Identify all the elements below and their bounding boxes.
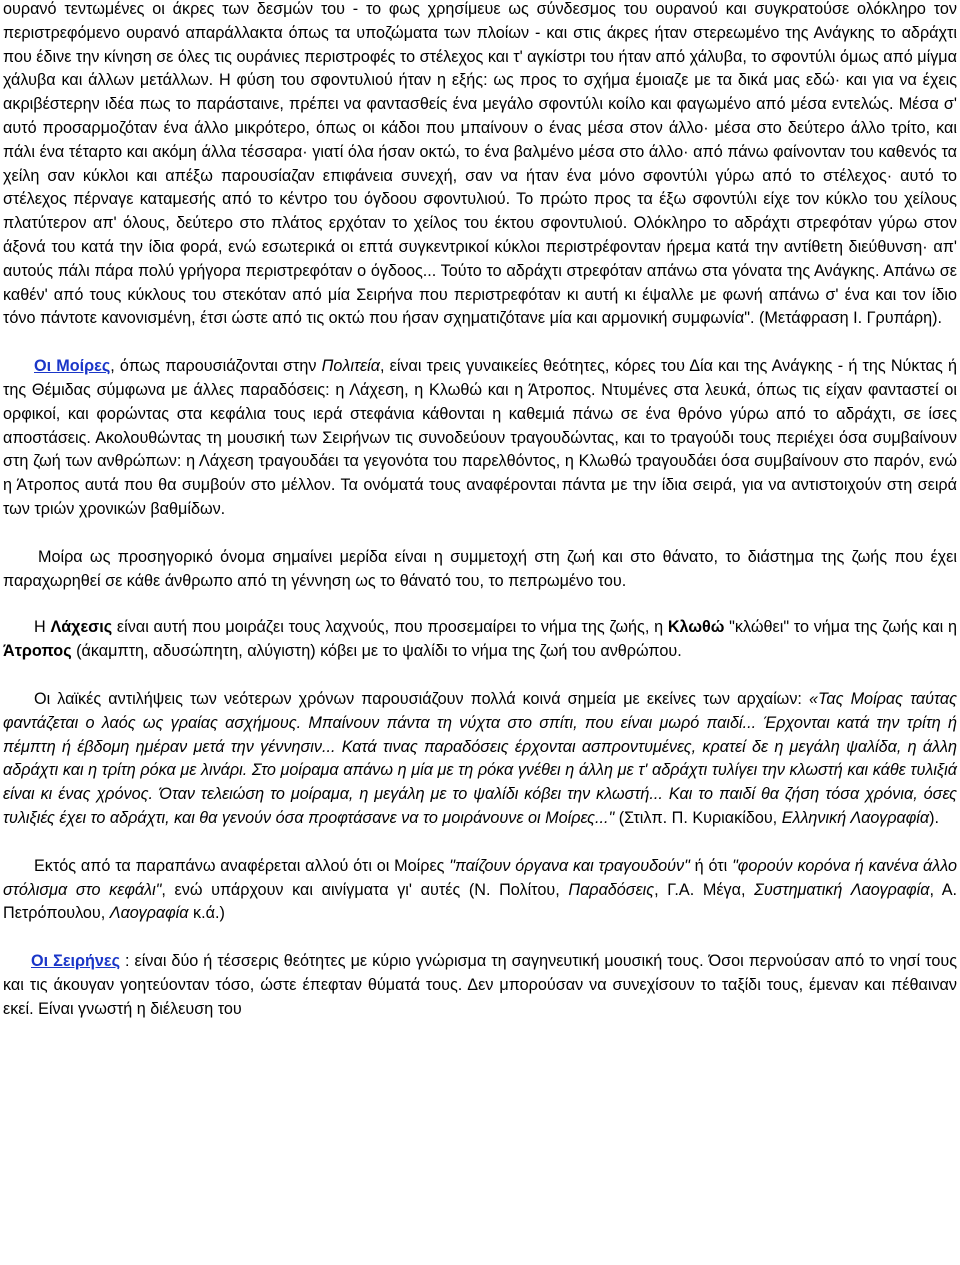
lachesis-text-4: (άκαμπτη, αδυσώπητη, αλύγιστη) κόβει με το ψαλίδι το νήμα της ζωή του ανθρώπου. (71, 642, 682, 661)
besides-text-6: κ.ά.) (188, 904, 225, 923)
paragraph-besides (3, 855, 957, 926)
link-moires[interactable]: Οι Μοίρες (34, 357, 111, 376)
paragraph-moires (3, 355, 957, 522)
atropos-name: Άτροπος (3, 642, 72, 661)
lachesis-name: Λάχεσις (50, 618, 113, 637)
folk-text-3: ). (929, 808, 939, 827)
paragraph-folk-beliefs (3, 688, 957, 831)
lachesis-text-3: "κλώθει" το νήμα της ζωής και η (724, 618, 957, 637)
besides-source-1: Παραδόσεις (568, 880, 655, 899)
seirenes-text-1: : είναι δύο ή τέσσερις θεότητες με κύριο γνώρισμα τη σαγηνευτική μουσική τους. Όσοι περνούσαν από το νησί τους και τις άκουγαν γοητεύονταν τόσο, ώστε έπεφταν θύματά τους. Δεν μπορούσαν να συνεχίσουν το ταξίδι τους, έμεναν και πέθαιναν εκεί. Είναι γνωστή η διέλευση του (3, 952, 957, 1018)
moires-text-1: , όπως παρουσιάζονται στην (110, 357, 322, 376)
besides-quote-1: "παίζουν όργανα και τραγουδούν" (449, 856, 690, 875)
paragraph-lachesis (3, 616, 957, 664)
folk-quote: «Τας Μοίρας ταύτας φαντάζεται ο λαός ως γραίας ασχήμους. Μπαίνουν πάντα τη νύχτα στο σπίτι, που είναι μωρό παιδί... Έρχονται κατά την τρίτη ή πέμπτη ή έβδομη ημέραν μετά την γέννησιν... Κατά τινας παραδόσεις έρχονται ασπροντυμένες, κρατεί δε η μεγάλη ψαλίδα, η άλλη αδράχτι και η τρίτη ρόκα με λινάρι. Στο μοίραμα απάνω η μία με τη ρόκα γνέθει η άλλη με τ' αδράχτι τυλίγει την κλωστή και κάθε τυλιξιά είναι κι ένας χρόνος. Όταν τελειώση το μοίραμα, η μεγάλη με το ψαλίδι κόβει την κλωστή... Και το παιδί θα ζήση τόσα χρόνια, όσες τυλιξιές έχει το αδράχτι, και θα γενούν όσα προφτάσανε να το μοιράνουνε οι Μοίρες..." (3, 689, 957, 827)
besides-text-1: Εκτός από τα παραπάνω αναφέρεται αλλού ότι οι Μοίρες (34, 856, 450, 875)
moires-politeia: Πολιτεία (321, 357, 380, 376)
besides-source-2: Συστηματική Λαογραφία (754, 880, 930, 899)
besides-text-4: , Γ.Α. Μέγα, (654, 880, 755, 899)
paragraph-spindle-of-necessity: ουρανό τεντωμένες οι άκρες των δεσμών του - το φως χρησίμευε ως σύνδεσμος του ουρανού και συγκρατούσε ολόκληρο τον περιστρεφόμενο ουρανό απαράλλακτα όπως τα υποζώματα των πλοίων - και στις άκρες ήταν στερεωμένο της Ανάγκης το αδράχτι που έδινε την κίνηση σε όλες τις ουράνιες περιστροφές το στέλεχος και τ' αγκίστρι του ήταν από χάλυβα, το σφοντύλι όμως από μίγμα χάλυβα και άλλων μετάλλων. Η φύση του σφοντυλιού ήταν η εξής: ως προς το σχήμα έμοιαζε με τα δικά μας εδώ· και για να έχεις ακριβέστερην ιδέα πως το παράσταινε, πρέπει να φαντασθείς ένα μεγάλο σφοντύλι κοίλο και φαγωμένο από μέσα εντελώς. Μέσα σ' αυτό προσαρμοζόταν ένα άλλο μικρότερο, όπως οι κάδοι που μπαίνουν ο ένας μέσα στον άλλο· μέσα στο δεύτερο άλλο τρίτο, και πάλι ένα τέταρτο και ακόμη άλλα τέσσαρα· γιατί όλα ήσαν οκτώ, το ένα βαλμένο μέσα στο άλλο· από πάνω φαίνονταν του καθενός τα χείλη σαν κύκλοι και απέξω παρουσίαζαν επιφάνεια συνεχή, σαν να ήταν ένα μόνο σφοντύλι γύρω από το στέλεχος· αυτό το στέλεχος πέρναγε καταμεσής από το κέντρο του όγδοου σφοντυλιού. Το πρώτο προς τα έξω σφοντύλι είχε τον κύκλο του χείλους πλατύτερον απ' όλους, δεύτερο στο πλάτος ερχόταν το χείλος του έκτου σφοντυλιού. Ολόκληρο το αδράχτι στρεφόταν γύρω στον άξονά του κατά την ίδια φορά, ενώ εσωτερικά οι επτά συγκεντρικοί κύκλοι περιστρέφονταν ήρεμα κατά την αντίθετη διεύθυνση· απ' αυτούς πάλι πάρα πολύ γρήγορα περιστρεφόταν ο όγδοος... Τούτο το αδράχτι στρεφόταν απάνω στα γόνατα της Ανάγκης. Απάνω σε καθέν' από τους κύκλους του στεκόταν από μία Σειρήνα που περιστρεφόταν κι αυτή κι έψαλλε με φωνή απάνω σ' ένα και τον ίδιο τόνο πάντοτε κανονισμένη, έτσι ώστε από τις οκτώ που ήσαν σχηματιζότανε μία και αρμονική συμφωνία". (Μετάφραση Ι. Γρυπάρη). (3, 0, 957, 328)
link-seirenes[interactable]: Οι Σειρήνες (31, 952, 121, 971)
folk-source: Ελληνική Λαογραφία (781, 808, 930, 827)
besides-quote-2: "φορούν κορόνα ή κανένα άλλο στόλισμα στο κεφάλι" (3, 856, 957, 899)
moires-text-2: , είναι τρεις γυναικείες θεότητες, κόρες του Δία και της Ανάγκης - ή της Νύκτας ή της Θέμιδας σύμφωνα με άλλες παραδόσεις: η Λάχεση, η Κλωθώ και η Άτροπος. Ντυμένες στα λευκά, όπως τις είχαν φανταστεί οι ορφικοί, και φορώντας στα κεφάλια τους ιερά στεφάνια κάθονται η καθεμιά πάνω σε ένα θρόνο γύρω από το αδράχτι, σε ίσες αποστάσεις. Ακολουθώντας τη μουσική των Σειρήνων τις συνοδεύουν τραγουδώντας, και το τραγούδι τους περιέχει όσα συμβαίνουν στη ζωή των ανθρώπων: η Λάχεση τραγουδάει τα γεγονότα του παρελθόντος, η Κλωθώ τραγουδάει όσα συμβαίνουν στο παρόν, ενώ η Άτροπος αυτά που θα συμβούν στο μέλλον. Τα ονόματά τους αναφέρονται πάντα με την ίδια σειρά, για να αντιστοιχούν στη σειρά των τριών χρονικών βαθμίδων. (3, 357, 957, 518)
besides-text-5: , Α. Πετρόπουλου, (3, 880, 957, 923)
paragraph-seirenes (3, 950, 957, 1021)
lachesis-text-2: είναι αυτή που μοιράζει τους λαχνούς, που προσεμαίρει το νήμα της ζωής, η (112, 618, 668, 637)
folk-text-2: (Στιλπ. Π. Κυριακίδου, (614, 808, 782, 827)
klotho-name: Κλωθώ (667, 618, 725, 637)
besides-text-2: ή ότι (689, 856, 733, 875)
besides-source-3: Λαογραφία (109, 904, 189, 923)
besides-text-3: , ενώ υπάρχουν και αινίγματα γι' αυτές (Ν. Πολίτου, (161, 880, 569, 899)
folk-text-1: Οι λαϊκές αντιλήψεις των νεότερων χρόνων παρουσιάζουν πολλά κοινά σημεία με εκείνες των αρχαίων: (34, 689, 809, 708)
paragraph-moira-meaning: Μοίρα ως προσηγορικό όνομα σημαίνει μερίδα είναι η συμμετοχή στη ζωή και στο θάνατο, το διάστημα της ζωής που έχει παραχωρηθεί σε κάθε άνθρωπο από τη γέννηση ως το θάνατό του, το πεπρωμένο του. (3, 547, 957, 590)
lachesis-text-1: Η (34, 618, 51, 637)
